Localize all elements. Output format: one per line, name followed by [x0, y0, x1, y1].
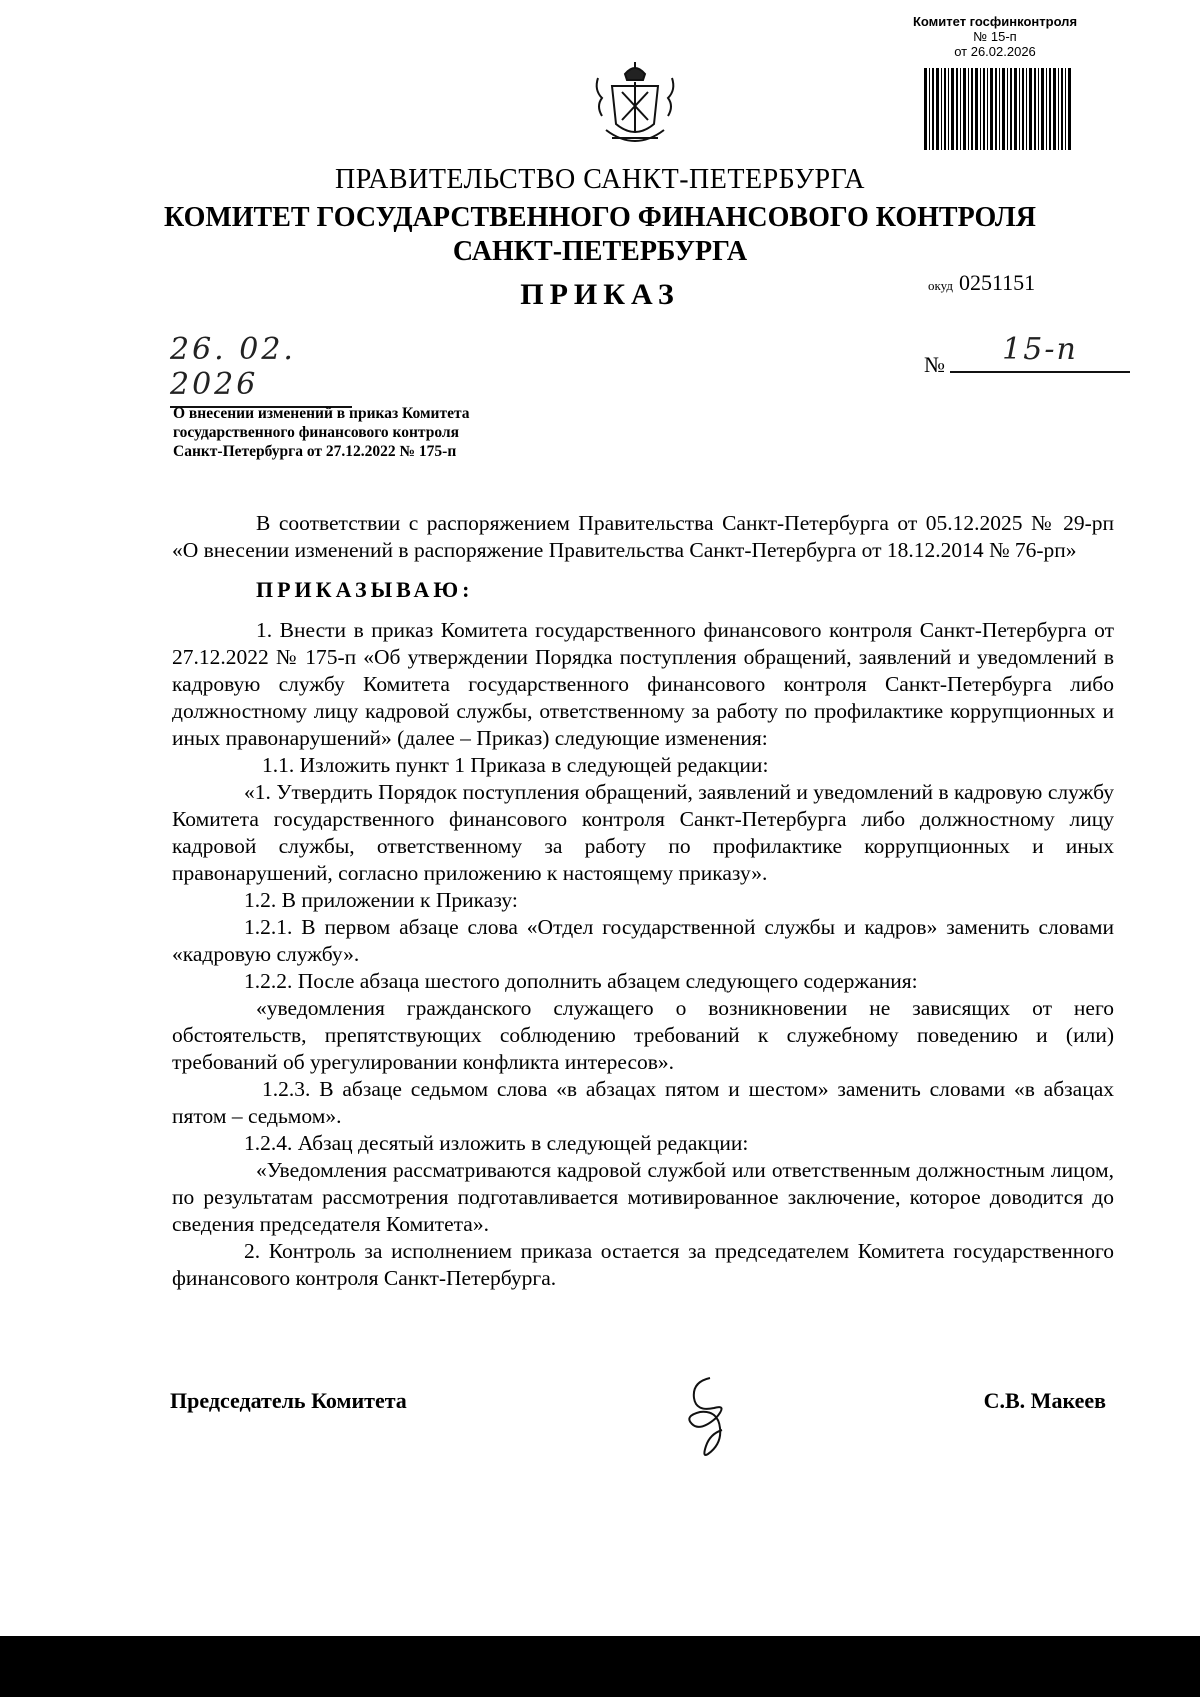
- document-type: ПРИКАЗ: [520, 278, 680, 311]
- okud-label: окуд: [928, 278, 953, 293]
- committee-city: САНКТ-ПЕТЕРБУРГА: [452, 236, 748, 267]
- subject-line: государственного финансового контроля: [173, 424, 459, 441]
- order-heading: ПРИКАЗЫВАЮ:: [256, 577, 474, 602]
- subject-line: О внесении изменений в приказ Комитета: [173, 405, 470, 422]
- paragraph-1: 1. Внести в приказ Комитета государственного финансового контроля Санкт-Петербурга от 27.12.2022 № 175-п «Об утверждении Порядка поступления обращений, заявлений и уведомлений в кадровую службу Комитета государственного финансового контроля Санкт-Петербурга либо должностному лицу кадровой службы, ответственному за работу по профилактике коррупционных и иных правонарушений» (далее – Приказ) следующие изменения:: [172, 618, 1114, 750]
- okud-value: 0251151: [958, 270, 1036, 295]
- stamp-committee: Комитет госфинконтроля: [912, 14, 1078, 29]
- document-subject: [173, 404, 553, 461]
- coat-of-arms-icon: [592, 60, 678, 156]
- signatory-name: С.В. Макеев: [983, 1388, 1106, 1413]
- registration-stamp: [880, 14, 1110, 59]
- paragraph-1-1: 1.1. Изложить пункт 1 Приказа в следующей редакции:: [262, 753, 769, 777]
- signatory-title: Председатель Комитета: [170, 1388, 407, 1413]
- paragraph-1-2-1: 1.2.1. В первом абзаце слова «Отдел государственной службы и кадров» заменить словами «кадровую службу».: [172, 915, 1114, 966]
- paragraph-2: 2. Контроль за исполнением приказа остается за председателем Комитета государственного финансового контроля Санкт-Петербурга.: [172, 1239, 1114, 1290]
- paragraph-1-2-2-text: «уведомления гражданского служащего о возникновении не зависящих от него обстоятельств, препятствующих соблюдению требований к служебному поведению и (или) требований об урегулировании конфликта интересов».: [172, 996, 1114, 1074]
- committee-title: КОМИТЕТ ГОСУДАРСТВЕННОГО ФИНАНСОВОГО КОНТРОЛЯ: [163, 202, 1037, 233]
- paragraph-1-2-4: 1.2.4. Абзац десятый изложить в следующей редакции:: [244, 1131, 749, 1155]
- scan-border: [0, 1636, 1200, 1697]
- barcode: [924, 68, 1074, 150]
- paragraph-1-2-4-text: «Уведомления рассматриваются кадровой службой или ответственным должностным лицом, по результатам рассмотрения подготавливается мотивированное заключение, которое доводится до сведения председателя Комитета».: [172, 1158, 1114, 1236]
- handwritten-signature: [670, 1372, 740, 1460]
- handwritten-number: 15-п: [950, 332, 1130, 373]
- paragraph-1-1-text: «1. Утвердить Порядок поступления обращений, заявлений и уведомлений в кадровую службу Комитета государственного финансового контроля Санкт-Петербурга либо должностному лицу кадровой службы, ответственному за работу по профилактике коррупционных и иных правонарушений, согласно приложению к настоящему приказу».: [172, 780, 1114, 885]
- subject-line: Санкт-Петербурга от 27.12.2022 № 175-п: [173, 443, 457, 460]
- okud-code: [928, 270, 1035, 296]
- number-label: №: [924, 352, 945, 377]
- paragraph-1-2: 1.2. В приложении к Приказу:: [244, 888, 518, 912]
- stamp-date: от 26.02.2026: [954, 44, 1036, 59]
- paragraph-1-2-2: 1.2.2. После абзаца шестого дополнить абзацем следующего содержания:: [244, 969, 918, 993]
- government-title: ПРАВИТЕЛЬСТВО САНКТ-ПЕТЕРБУРГА: [335, 164, 865, 195]
- document-body: [172, 510, 1114, 1292]
- paragraph-1-2-3: 1.2.3. В абзаце седьмом слова «в абзацах пятом и шестом» заменить словами «в абзацах пятом – седьмом».: [172, 1077, 1114, 1128]
- signature-block: [170, 1388, 1106, 1448]
- preamble: В соответствии с распоряжением Правительства Санкт-Петербурга от 05.12.2025 № 29-рп «О внесении изменений в распоряжение Правительства Санкт-Петербурга от 18.12.2014 № 76-рп»: [172, 511, 1114, 562]
- handwritten-date: 26. 02. 2026: [170, 332, 352, 408]
- stamp-number: № 15-п: [973, 29, 1017, 44]
